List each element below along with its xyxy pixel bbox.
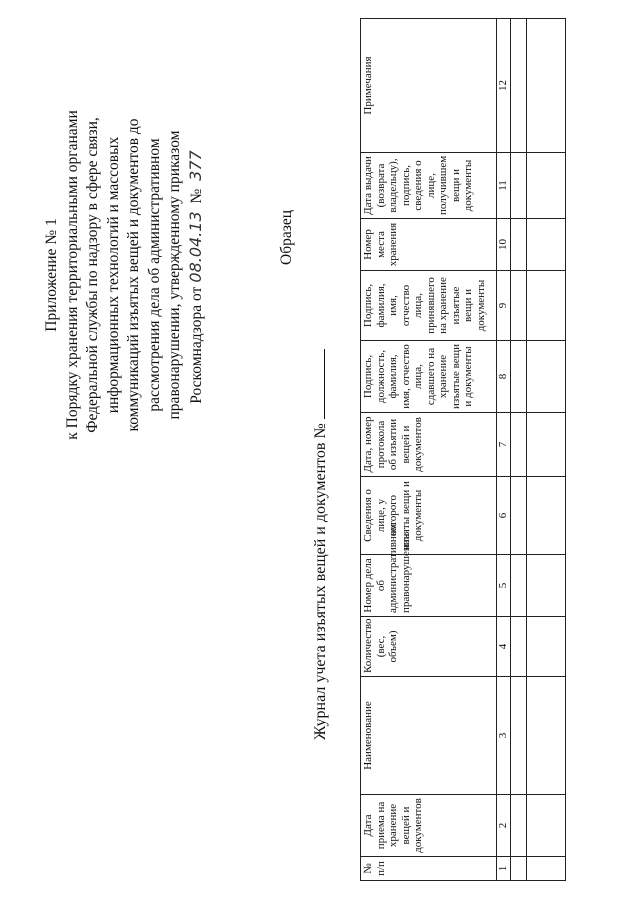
appendix-line: Приложение № 1 (43, 218, 60, 332)
empty-cell (511, 677, 527, 795)
column-header: Сведения о лице, у которого изъяты вещи и документы (361, 477, 497, 555)
column-number: 3 (497, 677, 511, 795)
empty-row (511, 19, 527, 881)
empty-cell (511, 795, 527, 857)
column-header: Подпись, фамилия, имя, отчество лица, принявшего на хранение изъятые вещи и документы (361, 271, 497, 341)
empty-cell (511, 19, 527, 153)
appendix-line: Федеральной службы по надзору в сфере связи, (84, 117, 101, 433)
order-prefix: Роскомнадзора от (187, 286, 205, 404)
column-number: 12 (497, 19, 511, 153)
empty-cell (511, 857, 527, 881)
journal-title-text: Журнал учета изъятых вещей и документов № (312, 423, 329, 740)
empty-cell (511, 341, 527, 413)
column-header: Дата выдачи (возврата владельцу), подпись, сведения о лице, получившем вещи и документы (361, 153, 497, 219)
journal-title (310, 180, 330, 740)
empty-cell (511, 153, 527, 219)
empty-cell (511, 477, 527, 555)
column-number: 11 (497, 153, 511, 219)
empty-cell (527, 795, 566, 857)
empty-cell (527, 19, 566, 153)
appendix-line: правонарушении, утвержденному приказом (166, 130, 183, 420)
appendix-line: коммуникаций изъятых вещей и документов до (125, 118, 142, 432)
column-number: 9 (497, 271, 511, 341)
empty-cell (527, 413, 566, 477)
column-header: Количество (вес, объем) (361, 617, 497, 677)
column-header: Дата, номер протокола об изъятии вещей и документов (361, 413, 497, 477)
column-number: 8 (497, 341, 511, 413)
appendix-line: информационных технологий и массовых (104, 136, 122, 414)
empty-cell (527, 477, 566, 555)
empty-cell (527, 341, 566, 413)
order-date-handwritten: 08.04.13 (185, 211, 205, 283)
empty-cell (527, 271, 566, 341)
empty-cell (527, 153, 566, 219)
column-number: 10 (497, 219, 511, 271)
journal-table (360, 18, 566, 881)
column-number: 4 (497, 617, 511, 677)
column-header: Дата приема на хранение вещей и документов (361, 795, 497, 857)
appendix-order-line (186, 5, 208, 545)
empty-cell (527, 219, 566, 271)
empty-cell (511, 271, 527, 341)
column-number: 5 (497, 555, 511, 617)
empty-row (527, 19, 566, 881)
empty-cell (511, 617, 527, 677)
appendix-line: рассмотрения дела об административном (145, 138, 163, 412)
empty-cell (527, 857, 566, 881)
column-number: 7 (497, 413, 511, 477)
empty-cell (511, 555, 527, 617)
column-number: 2 (497, 795, 511, 857)
empty-cell (527, 617, 566, 677)
column-header: Номер дела об административном правонарушении (361, 555, 497, 617)
appendix-line: к Порядку хранения территориальными органами (63, 110, 81, 440)
column-number: 6 (497, 477, 511, 555)
column-header: Примечания (361, 19, 497, 153)
column-header: № п/п (361, 857, 497, 881)
column-number-row (497, 19, 511, 881)
empty-cell (527, 677, 566, 795)
order-number-handwritten: 377 (185, 150, 205, 181)
empty-cell (527, 555, 566, 617)
column-number: 1 (497, 857, 511, 881)
column-header: Подпись, должность, фамилия, имя, отчество лица, сдавшего на хранение изъятые вещи и документы (361, 341, 497, 413)
order-number-label: № (187, 188, 205, 204)
column-header: Номер места хранения (361, 219, 497, 271)
appendix-header (42, 5, 207, 545)
column-header: Наименование (361, 677, 497, 795)
empty-cell (511, 219, 527, 271)
sample-label: Образец (278, 209, 295, 265)
journal-number-blank (310, 349, 325, 419)
empty-cell (511, 413, 527, 477)
header-row (361, 19, 497, 881)
